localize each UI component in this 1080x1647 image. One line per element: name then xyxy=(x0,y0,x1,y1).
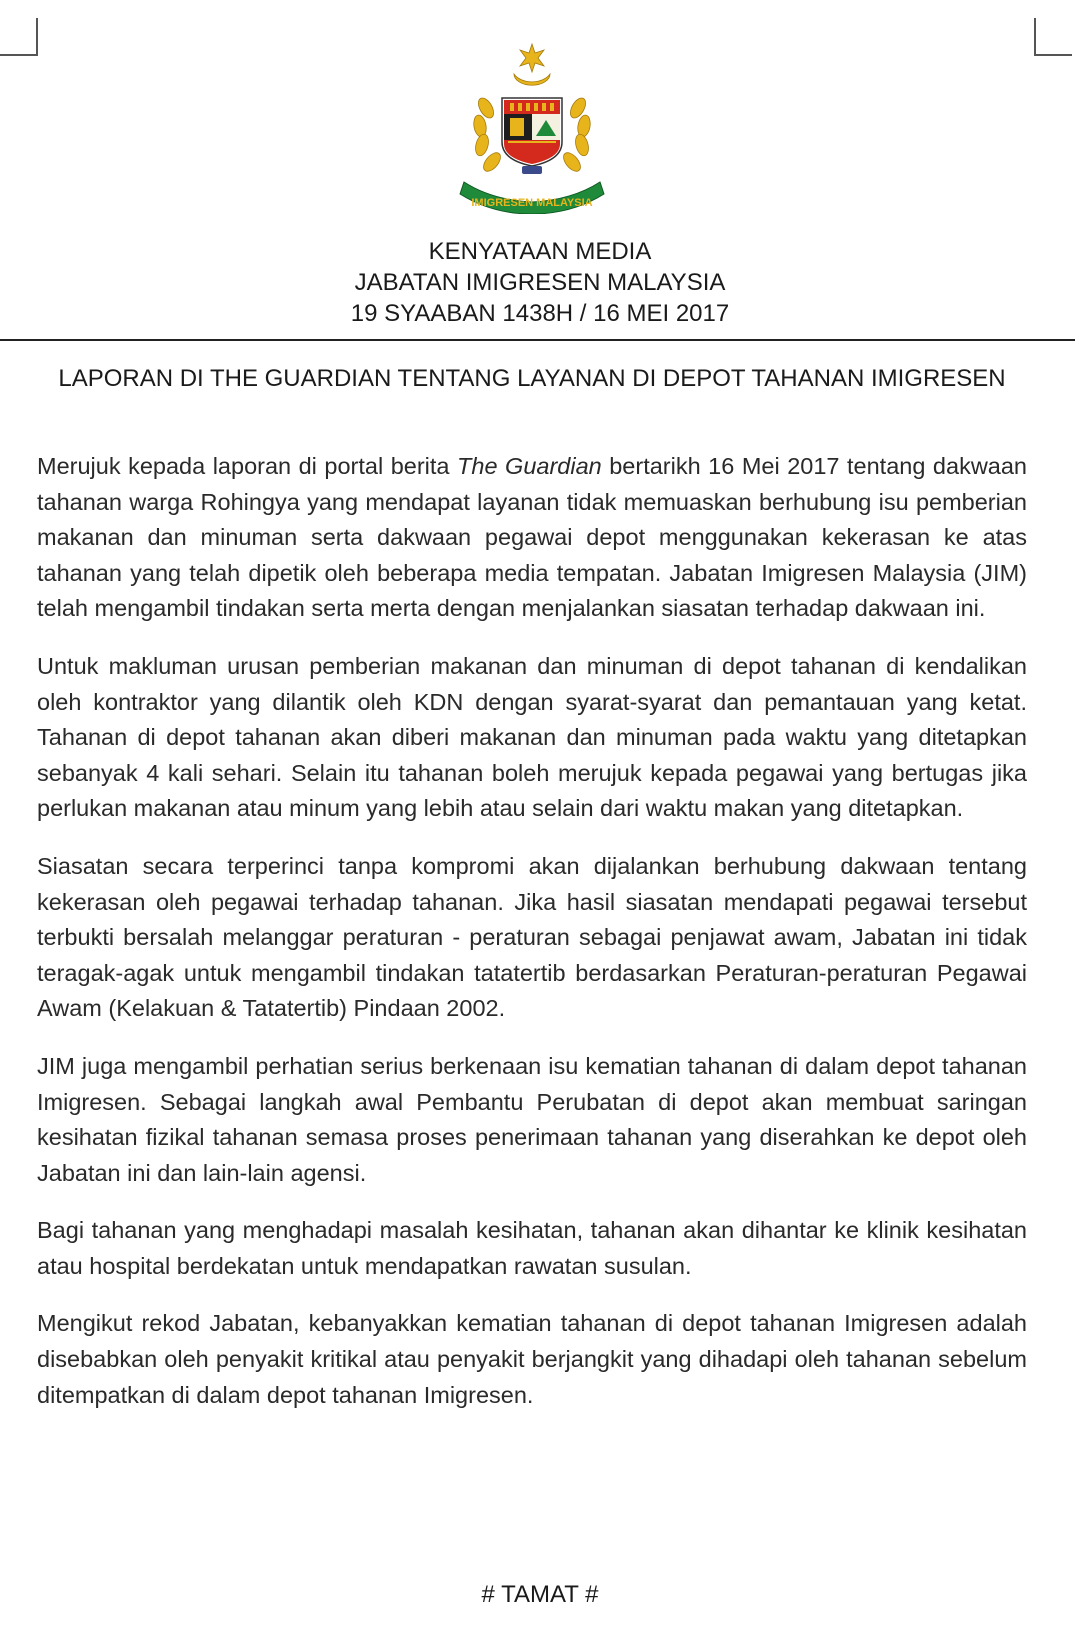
paragraph-1-lead: Merujuk kepada laporan di portal berita xyxy=(37,453,458,479)
press-release-header xyxy=(0,236,1080,329)
header-line-kenyataan: KENYATAAN MEDIA xyxy=(428,238,652,265)
paragraph-2: Untuk makluman urusan pemberian makanan dan minuman di depot tahanan di kendalikan oleh kontraktor yang dilantik oleh KDN dengan syarat-syarat dan pemantauan yang ketat. Tahanan di depot tahanan akan diberi makanan dan minuman pada waktu yang ditetapkan sebanyak 4 kali sehari. Selain itu tahanan boleh merujuk kepada pegawai yang bertugas jika perlukan makanan atau minum yang lebih atau selain dari waktu makan yang ditetapkan. xyxy=(37,652,1027,822)
paragraph-1 xyxy=(37,449,1027,627)
header-line-date: 19 SYAABAN 1438H / 16 MEI 2017 xyxy=(350,300,730,327)
crop-mark-top-right xyxy=(1034,18,1072,56)
paragraph-1-rest: bertarikh 16 Mei 2017 tentang dakwaan tahanan warga Rohingya yang mendapat layanan tidak memuaskan berhubung isu pemberian makanan dan minuman serta dakwaan pegawai depot menggunakan kekerasan ke atas tahanan yang telah dipetik oleh beberapa media tempatan. Jabatan Imigresen Malaysia (JIM) telah mengambil tindakan serta merta dengan menjalankan siasatan terhadap dakwaan ini. xyxy=(37,453,1027,622)
paragraph-3: Siasatan secara terperinci tanpa kompromi akan dijalankan berhubung dakwaan tentang kekerasan oleh pegawai terhadap tahanan. Jika hasil siasatan mendapati pegawai tersebut terbukti bersalah melanggar peraturan - peraturan sebagai penjawat awam, Jabatan ini tidak teragak-agak untuk mengambil tindakan tatatertib berdasarkan Peraturan-peraturan Pegawai Awam (Kelakuan & Tatatertib) Pindaan 2002. xyxy=(37,852,1027,1022)
paragraph-4: JIM juga mengambil perhatian serius berkenaan isu kematian tahanan di dalam depot tahanan Imigresen. Sebagai langkah awal Pembantu Perubatan di depot akan membuat saringan kesihatan fizikal tahanan semasa proses penerimaan tahanan yang diserahkan ke depot oleh Jabatan ini dan lain-lain agensi. xyxy=(37,1052,1027,1186)
crop-mark-top-left xyxy=(0,18,38,56)
crest-ribbon-text: IMIGRESEN MALAYSIA xyxy=(471,197,593,209)
paragraph-6: Mengikut rekod Jabatan, kebanyakkan kematian tahanan di depot tahanan Imigresen adalah disebabkan oleh penyakit kritikal atau penyakit berjangkit yang dihadapi oleh tahanan sebelum ditempatkan di dalam depot tahanan Imigresen. xyxy=(37,1310,1027,1408)
paragraph-5: Bagi tahanan yang menghadapi masalah kesihatan, tahanan akan dihantar ke klinik kesihatan atau hospital berdekatan untuk mendapatkan rawatan susulan. xyxy=(37,1217,1027,1279)
header-line-department: JABATAN IMIGRESEN MALAYSIA xyxy=(354,269,726,296)
publication-name: The Guardian xyxy=(457,453,602,479)
document-body xyxy=(37,449,1027,1435)
document-title: LAPORAN DI THE GUARDIAN TENTANG LAYANAN DI DEPOT TAHANAN IMIGRESEN xyxy=(58,365,1006,392)
immigration-crest-logo xyxy=(452,42,612,214)
header-divider xyxy=(0,339,1075,341)
end-marker: # TAMAT # xyxy=(481,1581,599,1608)
